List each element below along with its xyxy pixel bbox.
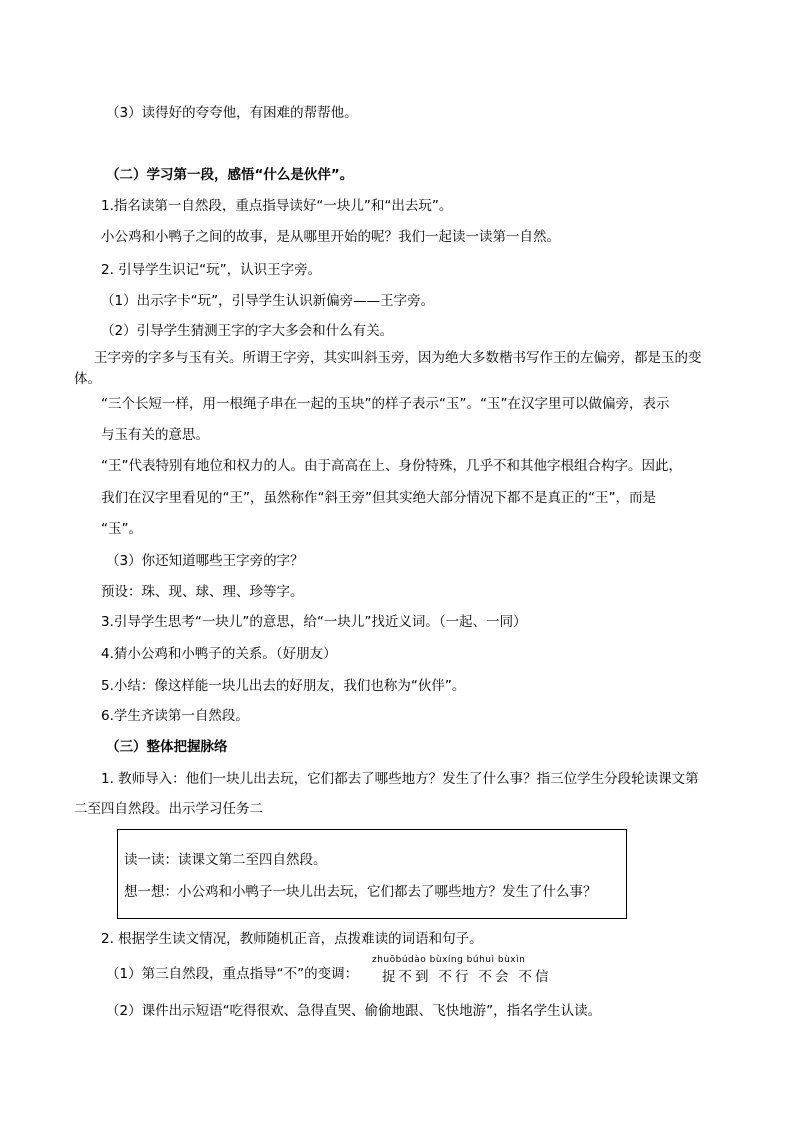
paragraph: “王”代表特别有地位和权力的人。由于高高在上、身份特殊，几乎不和其他字根组合构字。因此， xyxy=(101,458,682,474)
paragraph: 4.猜小公鸡和小鸭子的关系。（好朋友） xyxy=(101,646,337,662)
paragraph: 5.小结：像这样能一块儿出去的好朋友，我们也称为“伙伴”。 xyxy=(101,678,466,694)
paragraph: （1）第三自然段，重点指导“不”的变调： xyxy=(106,966,359,982)
paragraph: （2）课件出示短语“吃得很欢、急得直哭、偷偷地跟、飞快地游”，指名学生认读。 xyxy=(106,1003,602,1019)
hanzi-char: 会 xyxy=(495,969,509,985)
section-heading: （二）学习第一段，感悟“什么是伙伴”。 xyxy=(106,167,354,183)
paragraph: “玉”。 xyxy=(101,521,142,537)
paragraph: （2）引导学生猜测王字的字大多会和什么有关。 xyxy=(101,323,394,339)
hanzi-char: 不 xyxy=(398,969,412,985)
paragraph: 小公鸡和小鸭子之间的故事，是从哪里开始的呢？我们一起读一读第一自然。 xyxy=(101,229,560,245)
paragraph: 体。 xyxy=(74,371,101,387)
hanzi-char: 信 xyxy=(535,969,549,985)
paragraph: （1）出示字卡“玩”，引导学生认识新偏旁——王字旁。 xyxy=(101,293,435,309)
hanzi-char: 到 xyxy=(415,969,429,985)
paragraph: 6.学生齐读第一自然段。 xyxy=(101,708,249,724)
task-read: 读一读：读课文第二至四自然段。 xyxy=(124,852,327,868)
hanzi-char: 不 xyxy=(518,969,532,985)
hanzi-char: 捉 xyxy=(382,969,396,985)
hanzi-words xyxy=(382,965,549,985)
paragraph: 3.引导学生思考“一块儿”的意思，给“一块儿”找近义词。（一起、一同） xyxy=(101,614,527,630)
pinyin-annotation: zhuōbúdào bùxíng búhuì bùxìn xyxy=(372,955,526,965)
section-heading: （三）整体把握脉络 xyxy=(106,739,228,755)
paragraph: （3）你还知道哪些王字旁的字？ xyxy=(106,553,304,569)
hanzi-char: 行 xyxy=(455,969,469,985)
paragraph: 2. 引导学生识记“玩”，认识王字旁。 xyxy=(101,262,322,278)
hanzi-char: 不 xyxy=(478,969,492,985)
paragraph: 2. 根据学生读文情况，教师随机正音，点拨难读的词语和句子。 xyxy=(101,931,483,947)
task-box xyxy=(117,829,627,919)
paragraph: 我们在汉字里看见的“王”，虽然称作“斜王旁”但其实绝大部分情况下都不是真正的“王”，而是 xyxy=(101,490,656,506)
hanzi-char: 不 xyxy=(438,969,452,985)
paragraph: 预设：珠、现、球、理、珍等字。 xyxy=(101,584,304,600)
task-think: 想一想：小公鸡和小鸭子一块儿出去玩，它们都去了哪些地方？发生了什么事？ xyxy=(124,884,597,900)
paragraph: 与玉有关的意思。 xyxy=(101,427,209,443)
paragraph: 王字旁的字多与玉有关。所谓王字旁，其实叫斜玉旁，因为绝大多数楷书写作王的左偏旁，都是玉的变 xyxy=(94,350,702,366)
paragraph: 1. 教师导入：他们一块儿出去玩，它们都去了哪些地方？发生了什么事？指三位学生分段轮读课文第 xyxy=(101,771,699,787)
paragraph: （3）读得好的夸夸他，有困难的帮帮他。 xyxy=(106,105,358,121)
paragraph: 二至四自然段。出示学习任务二 xyxy=(74,801,263,817)
paragraph: 1.指名读第一自然段，重点指导读好“一块儿”和“出去玩”。 xyxy=(101,198,453,214)
paragraph: “三个长短一样，用一根绳子串在一起的玉块”的样子表示“玉”。“玉”在汉字里可以做偏旁，表示 xyxy=(101,396,670,412)
